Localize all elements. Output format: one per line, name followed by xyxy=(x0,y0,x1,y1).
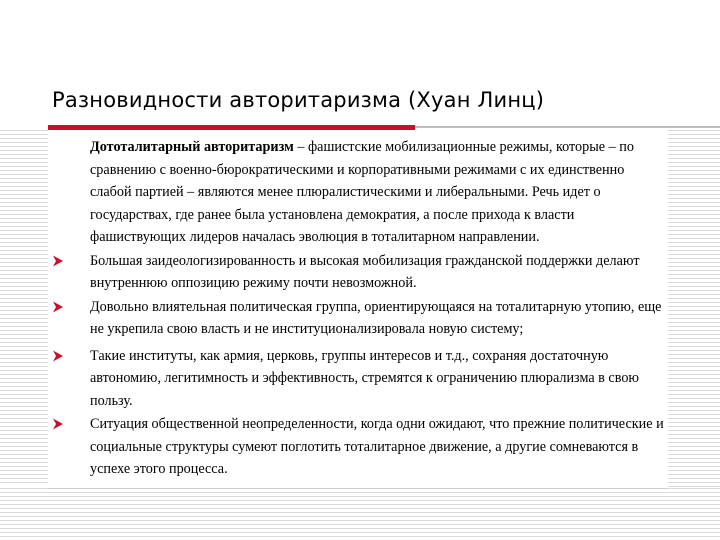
list-item-text: Большая заидеологизированность и высокая мобилизация гражданской поддержки делают внутреннюю оппозицию режиму почти невозможной. xyxy=(90,252,640,291)
list-item xyxy=(52,345,666,413)
list-item-text: Такие институты, как армия, церковь, группы интересов и т.д., сохраняя достаточную автономию, легитимность и эффективность, стремятся к ограничению плюрализма в свою пользу. xyxy=(90,347,640,409)
list-item-text: Ситуация общественной неопределенности, когда одни ожидают, что прежние политические и социальные структуры сумеют поглотить тоталитарное движение, а другие сомневаются в успехе этого процесса. xyxy=(90,416,664,477)
decorative-stripes-left xyxy=(0,130,48,485)
arrowhead-bullet-icon xyxy=(52,413,66,435)
slide-title: Разновидности авторитаризма (Хуан Линц) xyxy=(52,88,545,112)
intro-paragraph xyxy=(52,136,666,249)
list-item xyxy=(52,413,666,481)
list-item xyxy=(52,296,666,341)
arrowhead-bullet-icon xyxy=(52,345,66,367)
title-accent-rule xyxy=(48,125,415,130)
intro-term: Дототалитарный авторитаризм xyxy=(90,139,294,155)
list-item xyxy=(52,250,666,295)
decorative-stripes-right xyxy=(668,130,720,540)
title-gray-rule xyxy=(415,126,720,128)
arrowhead-bullet-icon xyxy=(52,296,66,318)
decorative-stripes-bottom xyxy=(0,488,720,540)
slide-body xyxy=(52,136,666,481)
list-item-text: Довольно влиятельная политическая группа, ориентирующаяся на тоталитарную утопию, еще не укрепила свою власть и не институционализировала новую систему; xyxy=(90,298,662,337)
intro-definition: – фашистские мобилизационные режимы, которые – по сравнению с военно-бюрократическими и корпоративными режимами с их единственно слабой партией – являются менее плюралистическими и либеральными. Речь идет о государствах, где ранее была установлена демократия, а после прихода к власти фашиствующих лидеров началась эволюция в тоталитарном направлении. xyxy=(90,139,634,245)
bottom-divider xyxy=(48,488,668,489)
arrowhead-bullet-icon xyxy=(52,250,66,272)
